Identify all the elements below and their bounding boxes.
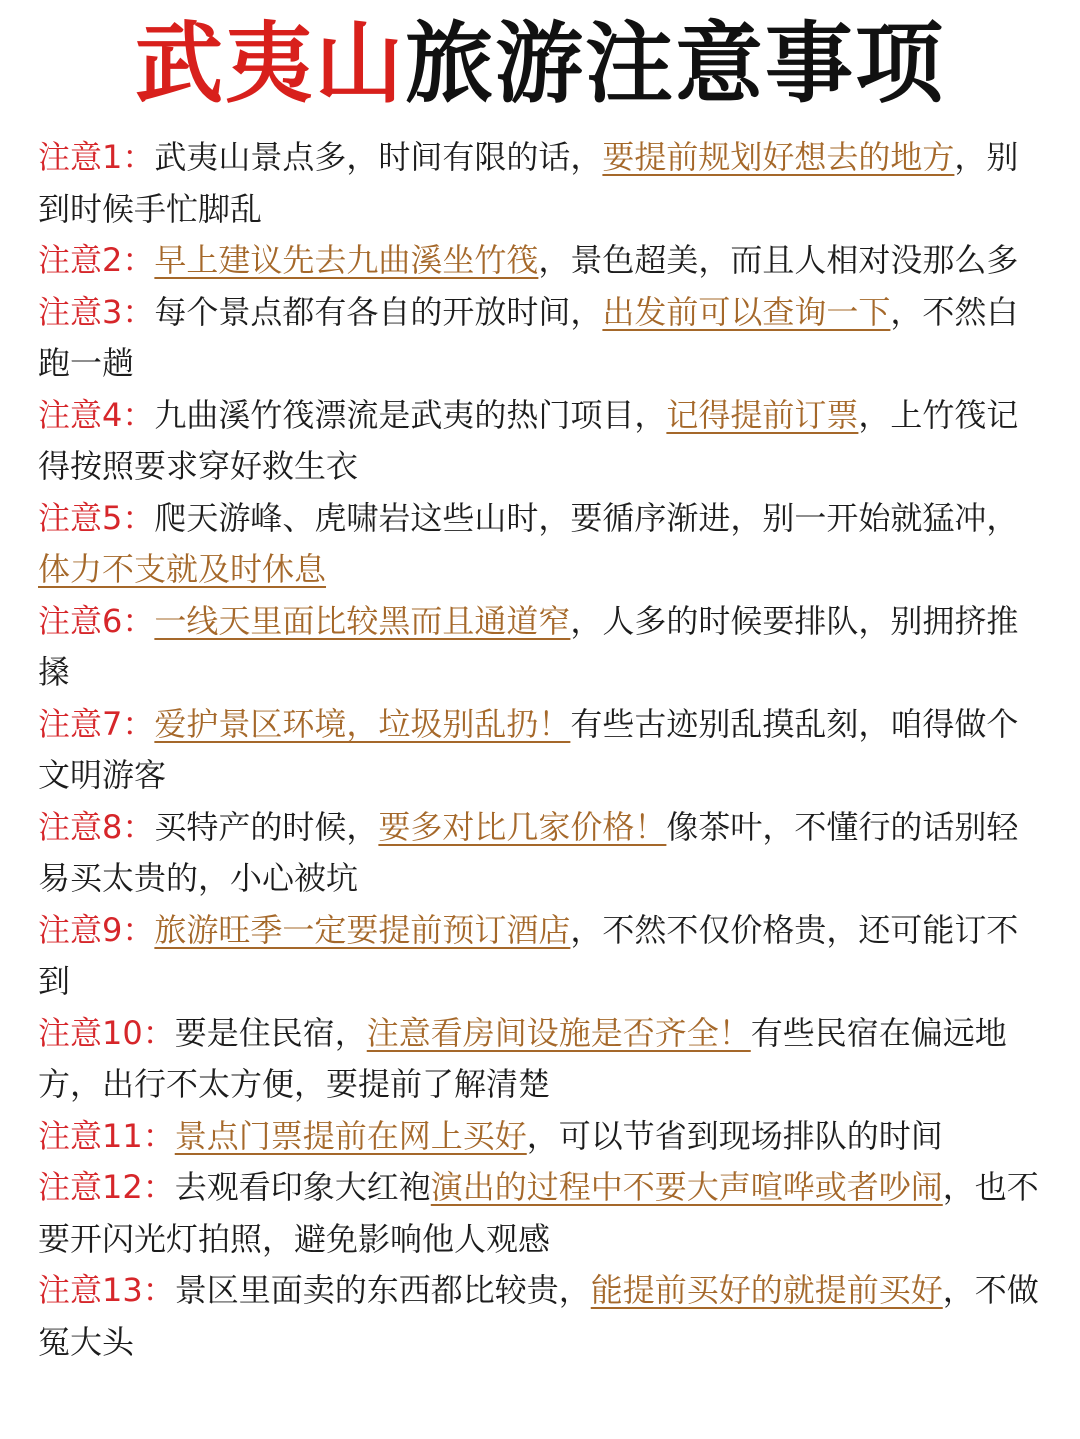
note-text: ，别到时候手忙脚乱 bbox=[38, 138, 1019, 228]
note-highlight: 景点门票提前在网上买好 bbox=[174, 1116, 527, 1155]
note-highlight: 爱护景区环境，垃圾别乱扔！ bbox=[154, 704, 571, 743]
note-highlight: 早上建议先去九曲溪坐竹筏 bbox=[154, 241, 539, 279]
note-text: ，不然不仅价格贵，还可能订不到 bbox=[38, 910, 1019, 1000]
note-text: ，景色超美，而且人相对没那么多 bbox=[538, 241, 1019, 279]
note-label: 注意9： bbox=[38, 910, 155, 949]
note-item bbox=[38, 493, 1042, 596]
note-highlight: 旅游旺季一定要提前预订酒店 bbox=[154, 910, 571, 949]
title-black-part: 旅游注意事项 bbox=[405, 12, 946, 115]
note-text: ，不做冤大头 bbox=[38, 1271, 1039, 1361]
note-highlight: 出发前可以查询一下 bbox=[602, 292, 891, 331]
note-item bbox=[38, 905, 1042, 1008]
note-highlight: 要提前规划好想去的地方 bbox=[602, 138, 955, 176]
note-item bbox=[38, 1265, 1042, 1368]
note-label: 注意7： bbox=[38, 704, 155, 743]
note-label: 注意1： bbox=[38, 138, 155, 176]
note-highlight: 一线天里面比较黑而且通道窄 bbox=[154, 601, 571, 640]
note-label: 注意2： bbox=[38, 241, 155, 279]
note-label: 注意4： bbox=[38, 395, 155, 434]
note-label: 注意11： bbox=[38, 1116, 175, 1155]
note-item bbox=[38, 1008, 1042, 1111]
note-item bbox=[38, 390, 1042, 493]
note-text: 爬天游峰、虎啸岩这些山时，要循序渐进，别一开始就猛冲， bbox=[154, 498, 1019, 537]
note-item bbox=[38, 802, 1042, 905]
note-text: 景区里面卖的东西都比较贵， bbox=[174, 1271, 591, 1309]
note-text: ，上竹筏记得按照要求穿好救生衣 bbox=[38, 395, 1019, 485]
note-label: 注意12： bbox=[38, 1168, 175, 1206]
note-text: 九曲溪竹筏漂流是武夷的热门项目， bbox=[154, 395, 667, 434]
note-text: ，人多的时候要排队，别拥挤推搡 bbox=[38, 601, 1019, 691]
note-highlight: 能提前买好的就提前买好 bbox=[590, 1271, 943, 1309]
note-text: 要是住民宿， bbox=[174, 1013, 367, 1052]
note-item bbox=[38, 1162, 1042, 1265]
note-item bbox=[38, 235, 1042, 287]
note-item bbox=[38, 287, 1042, 390]
note-text: 买特产的时候， bbox=[154, 807, 379, 846]
notes-list bbox=[38, 132, 1042, 1368]
note-item bbox=[38, 132, 1042, 235]
note-highlight: 要多对比几家价格！ bbox=[378, 807, 667, 846]
note-text: ，不然白跑一趟 bbox=[38, 292, 1019, 382]
title-red-part: 武夷山 bbox=[134, 12, 405, 115]
note-text: 去观看印象大红袍 bbox=[174, 1168, 431, 1206]
note-text: 有些民宿在偏远地方，出行不太方便，要提前了解清楚 bbox=[38, 1013, 1007, 1103]
note-label: 注意6： bbox=[38, 601, 155, 640]
note-item bbox=[38, 1111, 1042, 1163]
note-text: ，也不要开闪光灯拍照，避免影响他人观感 bbox=[38, 1168, 1039, 1258]
note-text: 每个景点都有各自的开放时间， bbox=[154, 292, 603, 331]
note-text: 有些古迹别乱摸乱刻，咱得做个文明游客 bbox=[38, 704, 1019, 794]
note-highlight: 记得提前订票 bbox=[666, 395, 859, 434]
note-text: 像茶叶，不懂行的话别轻易买太贵的，小心被坑 bbox=[38, 807, 1019, 897]
note-item bbox=[38, 596, 1042, 699]
note-highlight: 注意看房间设施是否齐全！ bbox=[366, 1013, 751, 1052]
note-item bbox=[38, 699, 1042, 802]
note-label: 注意10： bbox=[38, 1013, 175, 1052]
note-highlight: 演出的过程中不要大声喧哗或者吵闹 bbox=[430, 1168, 943, 1206]
page-title bbox=[38, 0, 1042, 114]
note-text: ，可以节省到现场排队的时间 bbox=[526, 1116, 943, 1155]
note-label: 注意3： bbox=[38, 292, 155, 331]
note-label: 注意13： bbox=[38, 1271, 175, 1309]
note-text: 武夷山景点多，时间有限的话， bbox=[154, 138, 603, 176]
note-highlight: 体力不支就及时休息 bbox=[38, 550, 327, 588]
note-label: 注意5： bbox=[38, 498, 155, 537]
note-label: 注意8： bbox=[38, 807, 155, 846]
